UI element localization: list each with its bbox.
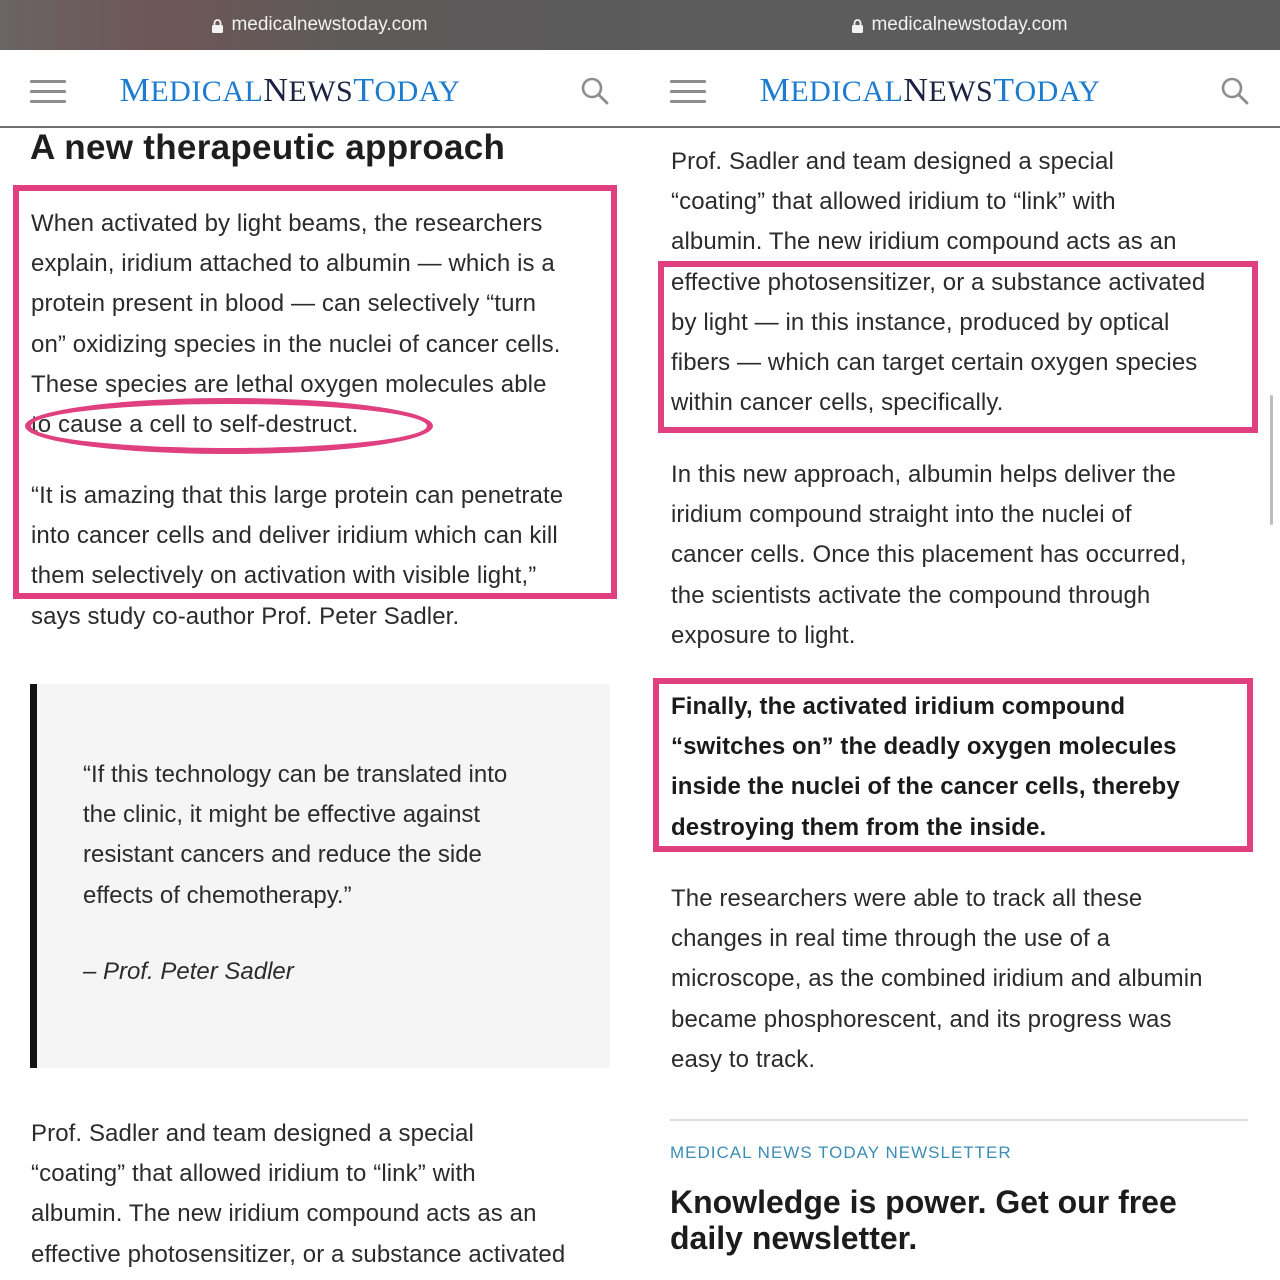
highlight-box xyxy=(658,261,1258,433)
highlight-ellipse xyxy=(25,398,433,454)
article-paragraph-3: Prof. Sadler and team designed a special “coating” that allowed iridium to “link” with albumin. The new iridium compound acts as an effective photosensitizer, or a substance activated xyxy=(31,1120,566,1268)
article-paragraph-1: Prof. Sadler and team designed a special “coating” that allowed iridium to “link” with albumin. The new iridium compound acts as an effective photosensitizer, or a substance activated by light — in this instance, produced by optical fibers — which can target certain oxygen species within cancer cells, specifically. xyxy=(671,148,1206,417)
highlight-box xyxy=(13,185,617,599)
lock-icon xyxy=(212,19,223,33)
site-logo[interactable]: MEDICALNEWSTODAY xyxy=(759,72,1101,109)
site-header xyxy=(0,50,640,128)
url-text: medicalnewstoday.com xyxy=(231,14,428,35)
lock-icon xyxy=(852,19,863,33)
article-paragraph-2: In this new approach, albumin helps deliver the iridium compound straight into the nuclei of cancer cells. Once this placement has occurred, the scientists activate the compound through exposure to light. xyxy=(671,461,1187,649)
site-logo[interactable]: MEDICALNEWSTODAY xyxy=(119,72,461,109)
search-icon[interactable] xyxy=(580,76,610,106)
highlight-box xyxy=(653,678,1253,852)
scrollbar-thumb[interactable] xyxy=(1270,395,1273,525)
article-paragraph-4: The researchers were able to track all these changes in real time through the use of a microscope, as the combined iridium and albumin became phosphorescent, and its progress was easy to track. xyxy=(671,885,1203,1073)
article-paragraph-bold: Finally, the activated iridium compound “switches on” the deadly oxygen molecules inside the nuclei of the cancer cells, thereby destroying them from the inside. xyxy=(671,693,1180,841)
newsletter-label: MEDICAL NEWS TODAY NEWSLETTER xyxy=(670,1143,1012,1162)
url-text: medicalnewstoday.com xyxy=(871,14,1068,35)
site-header xyxy=(640,50,1280,128)
pull-quote-author: – Prof. Peter Sadler xyxy=(83,958,294,985)
browser-url-bar[interactable] xyxy=(640,0,1280,50)
section-heading: A new therapeutic approach xyxy=(30,128,506,167)
newsletter-title: Knowledge is power. Get our free daily newsletter. xyxy=(670,1184,1177,1256)
article-paragraph-2: “It is amazing that this large protein can penetrate into cancer cells and deliver iridium which can kill them selectively on activation with visible light,” says study co-author Prof. Peter Sadler. xyxy=(31,482,564,630)
pull-quote-text: “If this technology can be translated into the clinic, it might be effective against resistant cancers and reduce the side effects of chemotherapy.” xyxy=(83,761,508,909)
section-divider xyxy=(670,1119,1248,1121)
browser-url-bar[interactable] xyxy=(0,0,640,50)
search-icon[interactable] xyxy=(1220,76,1250,106)
article-paragraph-1: When activated by light beams, the researchers explain, iridium attached to albumin — which is a protein present in blood — can selectively “turn on” oxidizing species in the nuclei of cancer cells. These species are lethal oxygen molecules able to cause a cell to self-destruct. xyxy=(31,210,561,439)
